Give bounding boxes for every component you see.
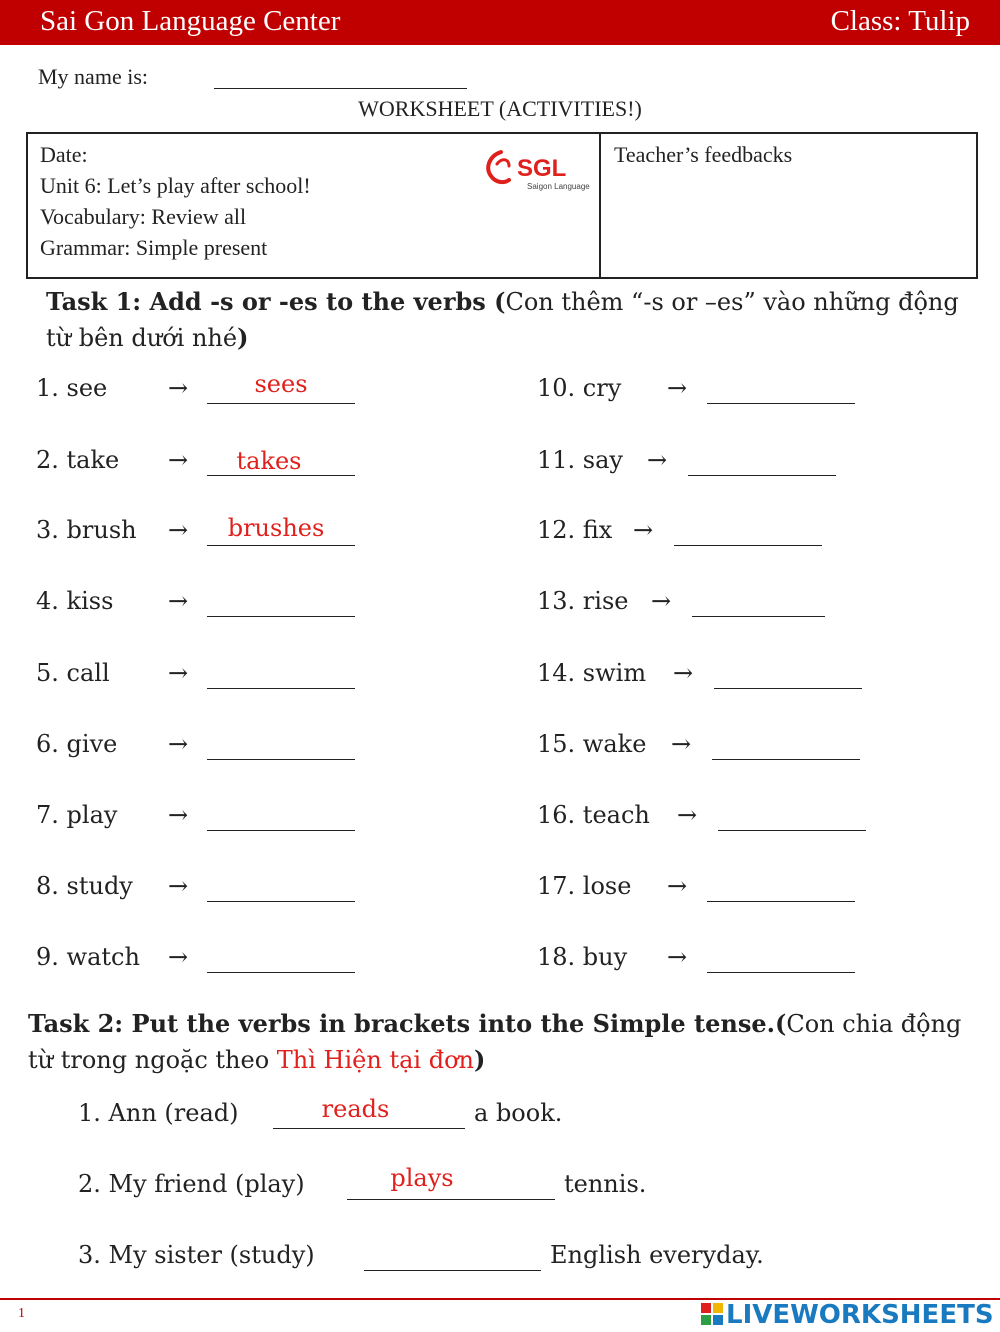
feedback-label: Teacher’s feedbacks: [614, 142, 793, 167]
task1-item-label: 6. give: [36, 730, 118, 758]
class-name: Class: Tulip: [830, 5, 970, 37]
answer-blank[interactable]: [712, 759, 860, 760]
info-box: [26, 132, 978, 279]
task2-title: Task 2: Put the verbs in brackets into the Simple tense.(: [28, 1009, 787, 1038]
arrow-icon: →: [168, 516, 189, 544]
date-label: Date:: [40, 142, 88, 167]
task1-item-label: 4. kiss: [36, 587, 114, 615]
task2-item-prefix: 1. Ann (read): [78, 1099, 239, 1127]
task2-heading: [28, 1006, 978, 1078]
worksheet-title: WORKSHEET (ACTIVITIES!): [358, 96, 642, 121]
answer-blank[interactable]: [207, 759, 355, 760]
answer-blank[interactable]: [207, 616, 355, 617]
task1-item-label: 2. take: [36, 446, 120, 474]
answer-text: reads: [321, 1095, 390, 1123]
arrow-icon: →: [168, 872, 189, 900]
arrow-icon: →: [673, 659, 694, 687]
answer-blank[interactable]: [718, 830, 866, 831]
task2-tense-highlight: Thì Hiện tại đơn: [276, 1046, 474, 1074]
arrow-icon: →: [633, 516, 654, 544]
task1-item-label: 10. cry: [537, 374, 622, 402]
answer-blank[interactable]: [207, 475, 355, 476]
task2-instruction: Con chia động từ trong ngoặc theo: [28, 1010, 962, 1074]
task1-item-label: 13. rise: [537, 587, 629, 615]
page-number: 1: [18, 1306, 25, 1321]
answer-blank[interactable]: [207, 901, 355, 902]
name-label: My name is:: [38, 64, 148, 89]
arrow-icon: →: [647, 446, 668, 474]
task1-close: ): [237, 323, 249, 352]
arrow-icon: →: [671, 730, 692, 758]
answer-text: sees: [254, 370, 308, 398]
arrow-icon: →: [168, 943, 189, 971]
task2-item-prefix: 3. My sister (study): [78, 1241, 315, 1269]
arrow-icon: →: [168, 659, 189, 687]
answer-blank[interactable]: [674, 545, 822, 546]
arrow-icon: →: [677, 801, 698, 829]
logo-text: SGL: [517, 155, 567, 182]
arrow-icon: →: [168, 587, 189, 615]
answer-blank[interactable]: [207, 688, 355, 689]
arrow-icon: →: [667, 872, 688, 900]
logo-subtext: Saigon Language: [527, 182, 590, 191]
answer-blank[interactable]: [207, 972, 355, 973]
arrow-icon: →: [168, 374, 189, 402]
task1-item-label: 15. wake: [537, 730, 647, 758]
task1-instruction: Con thêm “-s or –es” vào những động từ bên dưới nhé: [46, 288, 959, 352]
school-name: Sai Gon Language Center: [40, 5, 341, 37]
watermark-text: LIVEWORKSHEETS: [726, 1300, 994, 1330]
task2-item-suffix: English everyday.: [550, 1241, 764, 1269]
answer-blank[interactable]: [707, 403, 855, 404]
liveworksheets-icon: [700, 1302, 724, 1326]
task2-item-prefix: 2. My friend (play): [78, 1170, 305, 1198]
task1-item-label: 5. call: [36, 659, 110, 687]
vocabulary-label: Vocabulary: Review all: [40, 204, 247, 229]
task1-heading: [46, 284, 966, 356]
task1-item-label: 9. watch: [36, 943, 140, 971]
arrow-icon: →: [667, 374, 688, 402]
answer-text: plays: [390, 1164, 454, 1192]
task2-item-suffix: tennis.: [564, 1170, 647, 1198]
task2-item-suffix: a book.: [474, 1099, 563, 1127]
arrow-icon: →: [667, 943, 688, 971]
answer-blank[interactable]: [692, 616, 825, 617]
answer-blank[interactable]: [207, 545, 355, 546]
task1-item-label: 7. play: [36, 801, 118, 829]
answer-blank[interactable]: [714, 688, 862, 689]
task1-item-label: 17. lose: [537, 872, 632, 900]
name-input-line[interactable]: [214, 88, 467, 89]
task1-item-label: 1. see: [36, 374, 108, 402]
answer-blank[interactable]: [707, 901, 855, 902]
answer-text: brushes: [227, 514, 325, 542]
sgl-logo: [483, 146, 590, 196]
answer-text: takes: [236, 447, 302, 475]
task1-item-label: 14. swim: [537, 659, 647, 687]
answer-blank[interactable]: [688, 475, 836, 476]
unit-label: Unit 6: Let’s play after school!: [40, 173, 311, 198]
task1-item-label: 18. buy: [537, 943, 628, 971]
arrow-icon: →: [168, 801, 189, 829]
task2-close: ): [473, 1045, 486, 1074]
grammar-label: Grammar: Simple present: [40, 235, 268, 260]
arrow-icon: →: [651, 587, 672, 615]
header-bar: [0, 0, 1000, 45]
answer-blank[interactable]: [347, 1199, 555, 1200]
answer-blank[interactable]: [207, 403, 355, 404]
arrow-icon: →: [168, 446, 189, 474]
answer-blank[interactable]: [364, 1270, 541, 1271]
task1-item-label: 8. study: [36, 872, 133, 900]
task1-title: Task 1: Add -s or -es to the verbs (: [46, 287, 506, 316]
task1-item-label: 16. teach: [537, 801, 650, 829]
arrow-icon: →: [168, 730, 189, 758]
task1-item-label: 12. fix: [537, 516, 613, 544]
answer-blank[interactable]: [207, 830, 355, 831]
info-divider: [599, 134, 601, 277]
answer-blank[interactable]: [707, 972, 855, 973]
answer-blank[interactable]: [273, 1128, 465, 1129]
task1-item-label: 3. brush: [36, 516, 137, 544]
task1-item-label: 11. say: [537, 446, 623, 474]
